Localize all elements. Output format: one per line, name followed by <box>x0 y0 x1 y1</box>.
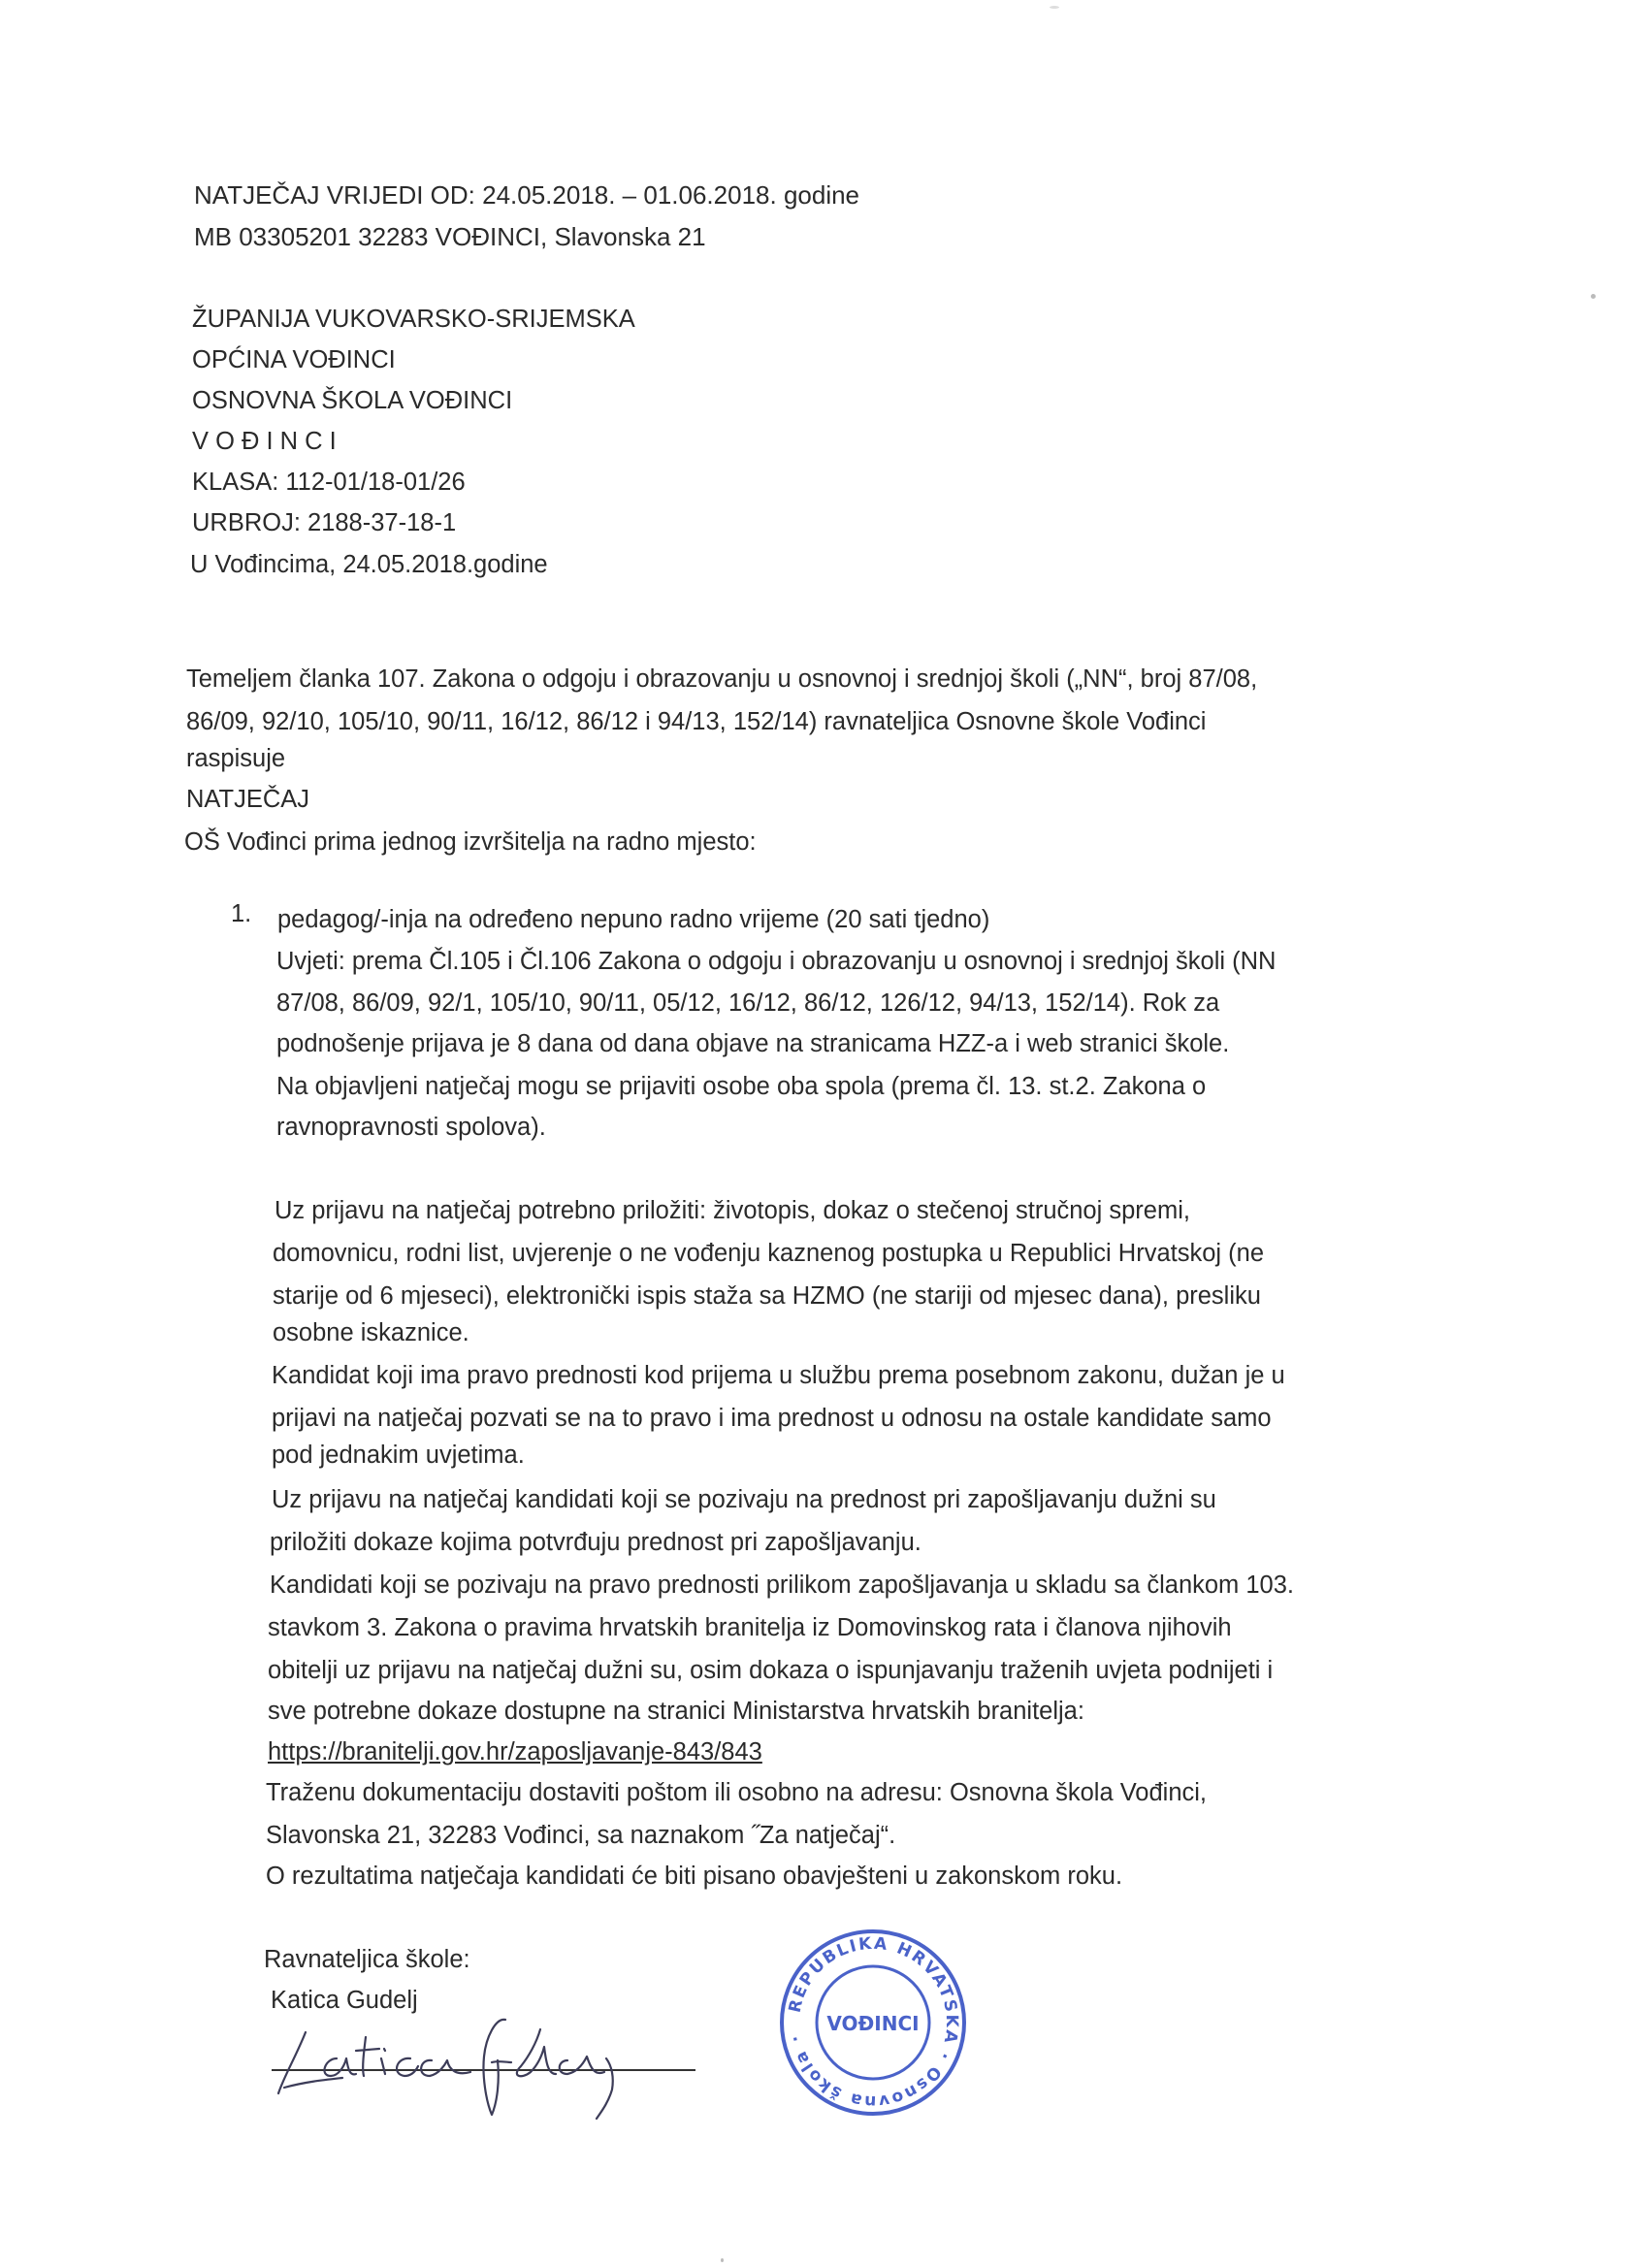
signatory-name: Katica Gudelj <box>271 1987 418 2014</box>
place-date-line: U Vođincima, 24.05.2018.godine <box>190 551 548 578</box>
branitelji-link[interactable]: https://branitelji.gov.hr/zaposljavanje-843/843 <box>268 1738 762 1766</box>
intro-subheading: OŠ Vođinci prima jednog izvršitelja na radno mjesto: <box>184 828 757 856</box>
closing-line: O rezultatima natječaja kandidati će biti pisano obavješteni u zakonskom roku. <box>266 1863 1123 1890</box>
body-line: prijavi na natječaj pozvati se na to pravo i ima prednost u odnosu na ostale kandidate samo <box>272 1405 1272 1432</box>
body-line: pod jednakim uvjetima. <box>272 1442 525 1469</box>
signatory-role: Ravnateljica škole: <box>264 1946 470 1973</box>
body-line: starije od 6 mjeseci), elektronički ispis staža sa HZMO (ne stariji od mjesec dana), presliku <box>273 1282 1261 1310</box>
intro-line: 86/09, 92/10, 105/10, 90/11, 16/12, 86/12 i 94/13, 152/14) ravnateljica Osnovne škole Vođinci <box>186 708 1207 735</box>
intro-line: raspisuje <box>186 745 286 772</box>
scan-speck <box>721 2258 724 2262</box>
item-line: 87/08, 86/09, 92/1, 105/10, 90/11, 05/12, 16/12, 86/12, 126/12, 94/13, 152/14). Rok za <box>276 989 1220 1017</box>
item-line: pedagog/-inja na određeno nepuno radno vrijeme (20 sati tjedno) <box>277 906 990 933</box>
body-line: sve potrebne dokaze dostupne na stranici Ministarstva hrvatskih branitelja: <box>268 1698 1084 1725</box>
item-line: podnošenje prijava je 8 dana od dana objave na stranicama HZZ-a i web stranici škole. <box>276 1030 1230 1057</box>
body-line: obitelji uz prijavu na natječaj dužni su, osim dokaza o ispunjavanju traženih uvjeta podnijeti i <box>268 1657 1274 1684</box>
body-line: priložiti dokaze kojima potvrđuju prednost pri zapošljavanju. <box>270 1529 922 1556</box>
scan-speck <box>1050 6 1059 9</box>
body-line: Uz prijavu na natječaj potrebno priložiti: životopis, dokaz o stečenoj stručnoj spremi, <box>275 1197 1190 1224</box>
body-line: stavkom 3. Zakona o pravima hrvatskih branitelja iz Domovinskog rata i članova njihovih <box>268 1614 1232 1641</box>
intro-line: Temeljem članka 107. Zakona o odgoju i obrazovanju u osnovnoj i srednjoj školi („NN“, broj 87/08, <box>186 665 1258 693</box>
urbroj-line: URBROJ: 2188-37-18-1 <box>192 509 457 536</box>
natjecaj-heading: NATJEČAJ <box>186 786 310 813</box>
municipality-line: OPĆINA VOĐINCI <box>192 346 396 373</box>
stamp-center-text: VOĐINCI <box>826 2012 920 2035</box>
body-line: domovnicu, rodni list, uvjerenje o ne vođenju kaznenog postupka u Republici Hrvatskoj (ne <box>273 1240 1265 1267</box>
item-line: ravnopravnosti spolova). <box>276 1114 546 1141</box>
official-stamp-icon <box>776 1926 970 2120</box>
body-line: Kandidati koji se pozivaju na pravo prednosti prilikom zapošljavanja u skladu sa člankom 103. <box>270 1571 1295 1599</box>
validity-line: NATJEČAJ VRIJEDI OD: 24.05.2018. – 01.06.2018. godine <box>194 180 860 210</box>
klasa-line: KLASA: 112-01/18-01/26 <box>192 469 466 496</box>
item-line: Uvjeti: prema Čl.105 i Čl.106 Zakona o odgoju i obrazovanju u osnovnoj i srednjoj školi (NN <box>276 948 1277 975</box>
mb-address-line: MB 03305201 32283 VOĐINCI, Slavonska 21 <box>194 222 706 251</box>
closing-line: Slavonska 21, 32283 Vođinci, sa naznakom ˝Za natječaj“. <box>266 1822 896 1849</box>
place-spaced-line: V O Đ I N C I <box>192 428 337 455</box>
body-line: Uz prijavu na natječaj kandidati koji se pozivaju na prednost pri zapošljavanju dužni su <box>272 1486 1216 1513</box>
stamp-outer-text: REPUBLIKA HRVATSKA · Osnovna škola · <box>785 1933 962 2112</box>
body-line: osobne iskaznice. <box>273 1319 469 1346</box>
item-line: Na objavljeni natječaj mogu se prijaviti osobe oba spola (prema čl. 13. st.2. Zakona o <box>276 1073 1207 1100</box>
school-name-line: OSNOVNA ŠKOLA VOĐINCI <box>192 387 513 414</box>
scan-speck <box>1591 294 1596 299</box>
handwritten-signature-icon <box>267 1979 655 2124</box>
body-line: Kandidat koji ima pravo prednosti kod prijema u službu prema posebnom zakonu, dužan je u <box>272 1362 1285 1389</box>
item-number: 1. <box>231 900 252 927</box>
closing-line: Traženu dokumentaciju dostaviti poštom ili osobno na adresu: Osnovna škola Vođinci, <box>266 1779 1208 1806</box>
county-line: ŽUPANIJA VUKOVARSKO-SRIJEMSKA <box>192 306 635 333</box>
